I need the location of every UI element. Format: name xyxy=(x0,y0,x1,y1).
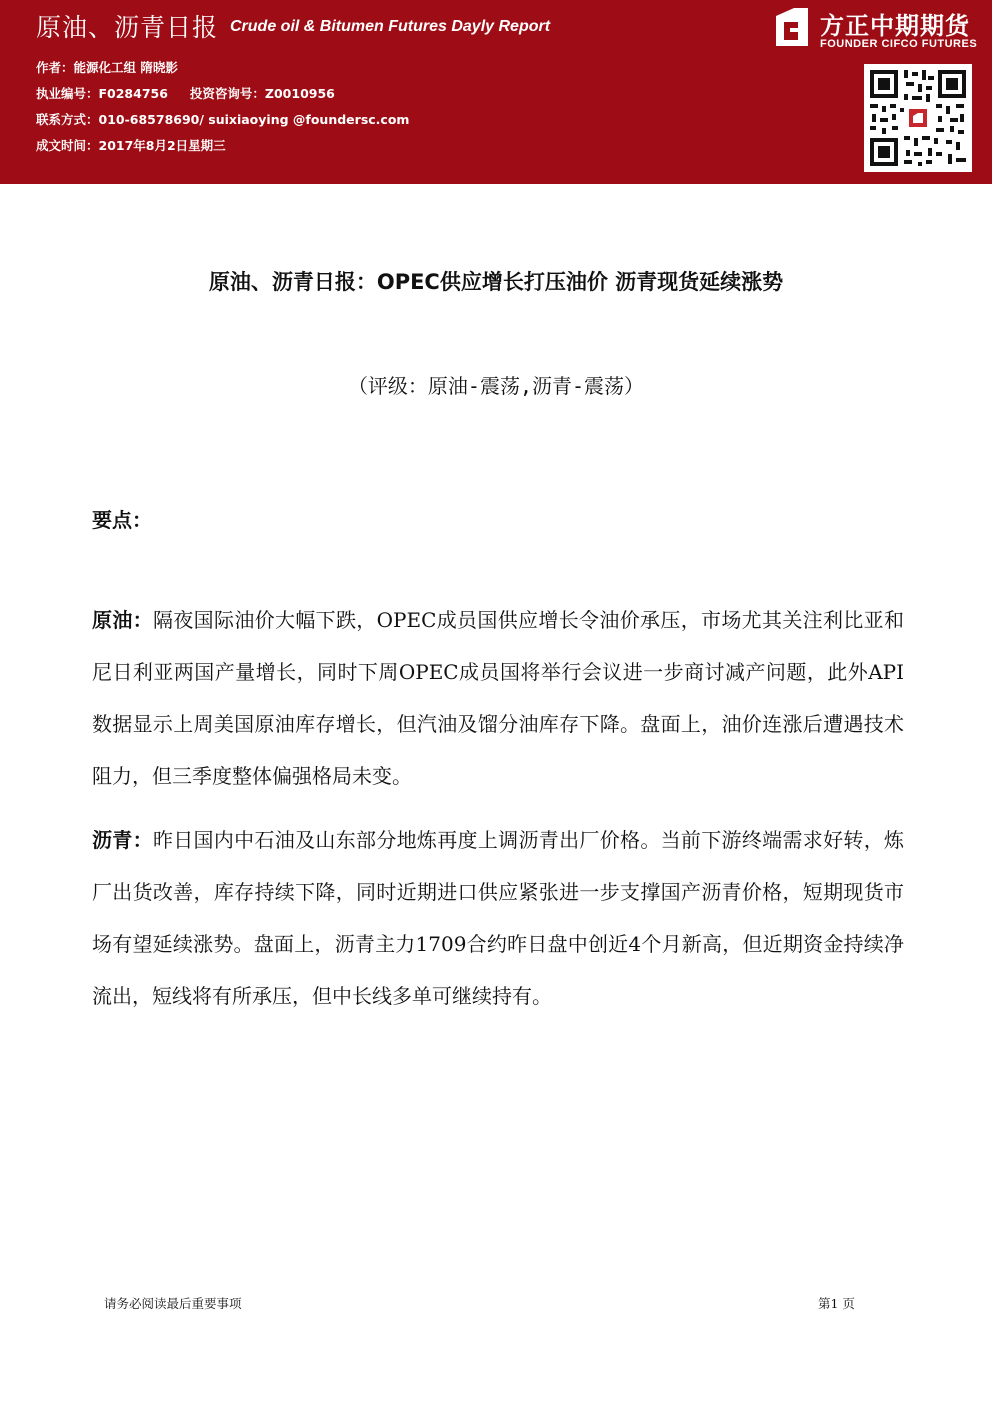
report-title-cn: 原油、沥青日报 xyxy=(36,13,219,42)
consult-number: 投资咨询号：Z0010956 xyxy=(189,86,335,101)
report-header xyxy=(0,0,992,182)
logo-text-cn: 方正中期期货 xyxy=(820,12,970,40)
license-number: 执业编号：F0284756 xyxy=(36,86,168,101)
date-line: 成文时间：2017年8月2日星期三 xyxy=(36,138,226,153)
crude-oil-paragraph xyxy=(92,594,904,802)
contact-line: 联系方式：010-68578690/ suixiaoying @foundersc.com xyxy=(36,112,410,127)
author-line: 作者：能源化工组 隋晓影 xyxy=(36,60,178,75)
company-logo xyxy=(770,6,985,56)
founder-logo-icon xyxy=(770,6,812,48)
logo-text-en: FOUNDER CIFCO FUTURES xyxy=(820,38,978,50)
crude-oil-label: 原油： xyxy=(92,608,153,632)
bitumen-paragraph xyxy=(92,814,904,1022)
key-points-heading: 要点： xyxy=(92,508,152,532)
report-title-en: Crude oil & Bitumen Futures Dayly Report xyxy=(230,18,551,35)
footer-notice: 请务必阅读最后重要事项 xyxy=(104,1296,242,1311)
crude-oil-text: 隔夜国际油价大幅下跌，OPEC成员国供应增长令油价承压，市场尤其关注利比亚和尼日利亚两国产量增长，同时下周OPEC成员国将举行会议进一步商讨减产问题，此外API数据显示上周美国原油库存增长，但汽油及馏分油库存下降。盘面上，油价连涨后遭遇技术阻力，但三季度整体偏强格局未变。 xyxy=(92,608,904,788)
header-divider xyxy=(0,182,992,198)
page-number: 第1 页 xyxy=(818,1296,855,1311)
bitumen-label: 沥青： xyxy=(92,828,153,852)
registration-line xyxy=(36,84,335,102)
bitumen-text: 昨日国内中石油及山东部分地炼再度上调沥青出厂价格。当前下游终端需求好转，炼厂出货改善，库存持续下降，同时近期进口供应紧张进一步支撑国产沥青价格，短期现货市场有望延续涨势。盘面上，沥青主力1709合约昨日盘中创近4个月新高，但近期资金持续净流出，短线将有所承压，但中长线多单可继续持有。 xyxy=(92,828,905,1008)
rating: （评级：原油-震荡,沥青-震荡） xyxy=(347,374,645,398)
qr-code[interactable] xyxy=(864,64,972,172)
document-title: 原油、沥青日报：OPEC供应增长打压油价 沥青现货延续涨势 xyxy=(208,270,784,294)
qr-code-icon xyxy=(864,64,972,172)
